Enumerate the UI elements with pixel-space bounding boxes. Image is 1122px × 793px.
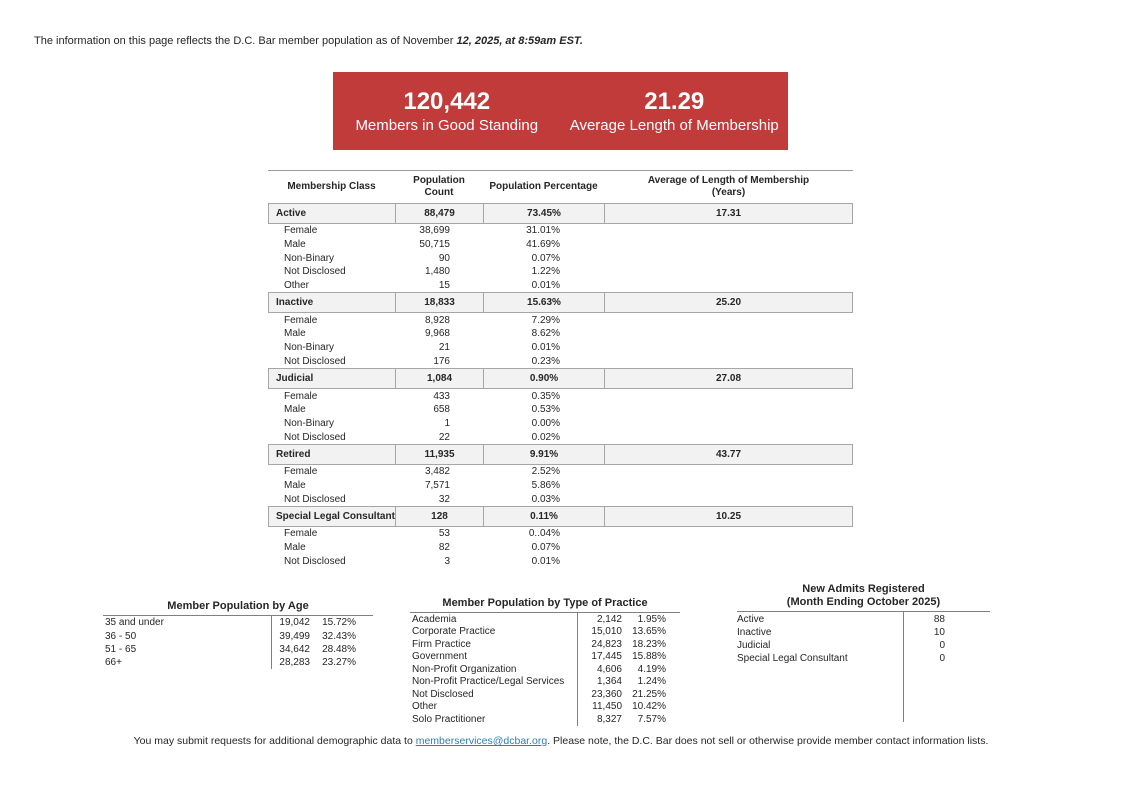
class-pct: 0.90% [483, 369, 604, 388]
class-count: 88,479 [395, 204, 483, 223]
membership-sub-row [268, 554, 853, 568]
row-count: 0 [939, 640, 945, 652]
row-label: Inactive [737, 626, 772, 638]
sub-pct: 0.23% [531, 355, 560, 367]
membership-sub-row [268, 265, 853, 279]
class-count: 18,833 [395, 293, 483, 312]
row-label: Non-Profit Practice/Legal Services [410, 676, 578, 689]
new-admits-table [737, 583, 990, 666]
sub-count: 82 [438, 542, 450, 554]
row-count: 11,450 [592, 701, 622, 713]
sub-pct: 31.01% [526, 225, 560, 237]
class-pct: 15.63% [483, 293, 604, 312]
practice-table-rows [410, 613, 680, 726]
membership-sub-row [268, 313, 853, 327]
row-count: 28,283 [279, 657, 310, 669]
sub-pct: 0.00% [531, 417, 560, 429]
row-pct: 1.95% [637, 613, 666, 625]
sub-count: 1 [444, 417, 450, 429]
sub-count: 32 [438, 493, 450, 505]
sub-label: Non-Binary [284, 417, 335, 429]
membership-sub-row [268, 224, 853, 238]
header-population-count: Population Count [413, 175, 465, 198]
table-row [410, 713, 680, 726]
members-good-standing-stat [333, 86, 561, 135]
membership-table-header [268, 170, 853, 203]
sub-count: 53 [438, 528, 450, 540]
sub-label: Male [284, 404, 306, 416]
sub-pct: 0.01% [531, 342, 560, 354]
membership-sub-row [268, 327, 853, 341]
table-row [410, 701, 680, 714]
class-count: 11,935 [395, 445, 483, 464]
row-count: 23,360 [591, 688, 622, 700]
row-label: Academia [410, 613, 578, 626]
sub-count: 433 [433, 390, 450, 402]
membership-sub-row [268, 238, 853, 252]
row-pct: 4.19% [637, 663, 666, 675]
age-table-title: Member Population by Age [167, 600, 309, 612]
table-row [103, 643, 373, 656]
row-label: 66+ [103, 656, 272, 669]
row-label: Judicial [737, 640, 771, 652]
members-good-standing-label: Members in Good Standing [355, 117, 539, 135]
membership-class-row [268, 368, 853, 389]
row-count: 15,010 [591, 626, 622, 638]
row-count: 19,042 [279, 617, 310, 629]
membership-class-rows [268, 203, 853, 568]
sub-label: Other [284, 280, 310, 292]
table-row [737, 626, 990, 639]
header-membership-class: Membership Class [287, 181, 376, 192]
row-count: 39,499 [279, 630, 310, 642]
practice-table [410, 597, 680, 726]
row-count: 4,606 [596, 663, 622, 675]
table-row [410, 676, 680, 689]
sub-label: Male [284, 479, 306, 491]
table-row [410, 651, 680, 664]
class-avg: 25.20 [604, 293, 852, 312]
sub-pct: 0.35% [531, 390, 560, 402]
sub-pct: 7.29% [531, 314, 560, 326]
new-admits-title: New Admits Registered (Month Ending October 2025) [786, 583, 941, 609]
table-row [410, 663, 680, 676]
membership-class-row [268, 444, 853, 465]
row-count: 1,364 [596, 676, 622, 688]
class-pct: 73.45% [483, 204, 604, 223]
sub-label: Female [284, 528, 318, 540]
row-pct: 10.42% [632, 701, 666, 713]
table-row [410, 688, 680, 701]
footer-prefix: You may submit requests for additional demographic data to [133, 735, 416, 747]
sub-label: Non-Binary [284, 342, 335, 354]
sub-pct: 41.69% [526, 239, 560, 251]
row-count: 24,823 [591, 638, 622, 650]
sub-count: 21 [438, 342, 450, 354]
sub-label: Male [284, 328, 306, 340]
sub-count: 50,715 [419, 239, 450, 251]
sub-count: 15 [438, 280, 450, 292]
page-info-date: 12, 2025, at 8:59am EST. [456, 35, 583, 47]
age-table [103, 600, 373, 669]
row-count: 8,327 [596, 713, 622, 725]
table-row [410, 638, 680, 651]
membership-sub-row [268, 430, 853, 444]
row-count: 10 [933, 626, 945, 638]
membership-sub-row [268, 527, 853, 541]
sub-pct: 0.01% [531, 280, 560, 292]
membership-sub-row [268, 492, 853, 506]
sub-label: Male [284, 239, 306, 251]
row-count: 34,642 [279, 643, 310, 655]
row-pct: 21.25% [632, 688, 666, 700]
membership-sub-row [268, 403, 853, 417]
row-pct: 13.65% [632, 626, 666, 638]
class-name: Retired [276, 448, 311, 460]
row-label: Firm Practice [410, 638, 578, 651]
avg-membership-length-stat [561, 86, 789, 135]
table-row [103, 629, 373, 642]
class-pct: 0.11% [483, 507, 604, 526]
row-label: Active [737, 613, 765, 625]
sub-pct: 0.07% [531, 542, 560, 554]
class-avg: 43.77 [604, 445, 852, 464]
class-avg: 10.25 [604, 507, 852, 526]
sub-pct: 0.02% [531, 431, 560, 443]
table-row [737, 652, 990, 665]
row-count: 0 [939, 653, 945, 665]
row-pct: 28.48% [322, 643, 356, 655]
membership-sub-row [268, 465, 853, 479]
class-name: Inactive [276, 297, 314, 309]
sub-label: Not Disclosed [284, 355, 346, 367]
row-label: Other [410, 701, 578, 714]
membership-sub-row [268, 541, 853, 555]
sub-label: Female [284, 314, 318, 326]
table-row [103, 616, 373, 629]
membership-class-row [268, 292, 853, 313]
sub-label: Male [284, 542, 306, 554]
sub-count: 3,482 [424, 466, 450, 478]
sub-count: 38,699 [419, 225, 450, 237]
sub-label: Female [284, 225, 318, 237]
avg-membership-length-label: Average Length of Membership [569, 117, 779, 135]
sub-count: 90 [438, 252, 450, 264]
membership-class-row [268, 506, 853, 527]
avg-membership-length-value: 21.29 [644, 88, 705, 116]
sub-pct: 0.01% [531, 555, 560, 567]
sub-count: 1,480 [424, 266, 450, 278]
membership-sub-row [268, 479, 853, 493]
class-name: Special Legal Consultant [276, 511, 395, 522]
sub-count: 3 [444, 555, 450, 567]
membership-sub-row [268, 251, 853, 265]
sub-count: 658 [433, 404, 450, 416]
sub-pct: 8.62% [531, 328, 560, 340]
class-avg: 27.08 [604, 369, 852, 388]
row-pct: 7.57% [637, 713, 666, 725]
row-count: 88 [933, 613, 945, 625]
sub-label: Non-Binary [284, 252, 335, 264]
sub-pct: 5.86% [531, 479, 560, 491]
row-label: Non-Profit Organization [410, 663, 578, 676]
sub-pct: 0..04% [528, 528, 560, 540]
membership-sub-row [268, 279, 853, 293]
table-row [410, 613, 680, 626]
table-row [410, 626, 680, 639]
sub-pct: 2.52% [531, 466, 560, 478]
header-average-length: Average of Length of Membership (Years) [647, 175, 810, 198]
row-label: Corporate Practice [410, 626, 578, 639]
row-label: Government [410, 651, 578, 664]
row-pct: 15.72% [322, 617, 356, 629]
row-label: Special Legal Consultant [737, 653, 848, 665]
membership-sub-row [268, 417, 853, 431]
sub-count: 22 [438, 431, 450, 443]
class-count: 1,084 [395, 369, 483, 388]
sub-label: Female [284, 390, 318, 402]
members-good-standing-value: 120,442 [403, 88, 491, 116]
row-pct: 15.88% [632, 651, 666, 663]
sub-label: Not Disclosed [284, 493, 346, 505]
row-label: 36 - 50 [103, 629, 272, 642]
membership-class-row [268, 203, 853, 224]
row-pct: 32.43% [322, 630, 356, 642]
sub-pct: 0.03% [531, 493, 560, 505]
table-row [103, 656, 373, 669]
class-count: 128 [395, 507, 483, 526]
row-pct: 1.24% [637, 676, 666, 688]
sub-count: 7,571 [424, 479, 450, 491]
page-info [34, 35, 583, 47]
row-label: Solo Practitioner [410, 713, 578, 726]
sub-label: Not Disclosed [284, 555, 346, 567]
sub-count: 9,968 [424, 328, 450, 340]
row-pct: 23.27% [322, 657, 356, 669]
membership-sub-row [268, 341, 853, 355]
class-avg: 17.31 [604, 204, 852, 223]
row-label: 51 - 65 [103, 643, 272, 656]
row-count: 2,142 [596, 613, 622, 625]
summary-banner [333, 72, 788, 150]
new-admits-rows [737, 612, 990, 665]
age-table-rows [103, 616, 373, 669]
row-label: Not Disclosed [410, 688, 578, 701]
row-pct: 18.23% [632, 638, 666, 650]
class-name: Active [276, 208, 307, 219]
sub-pct: 1.22% [531, 266, 560, 278]
row-label: 35 and under [103, 616, 272, 629]
sub-label: Female [284, 466, 318, 478]
sub-label: Not Disclosed [284, 266, 346, 278]
member-services-email-link[interactable]: memberservices@dcbar.org [415, 735, 548, 747]
header-population-percentage: Population Percentage [489, 181, 598, 192]
membership-table [268, 170, 853, 568]
sub-count: 8,928 [424, 314, 450, 326]
row-count: 17,445 [591, 651, 622, 663]
sub-pct: 0.07% [531, 252, 560, 264]
table-row [737, 612, 990, 625]
footer-suffix: . Please note, the D.C. Bar does not sell or otherwise provide member contact information lists. [547, 735, 989, 747]
class-name: Judicial [276, 373, 314, 385]
membership-sub-row [268, 389, 853, 403]
table-row [737, 639, 990, 652]
membership-sub-row [268, 355, 853, 369]
sub-label: Not Disclosed [284, 431, 346, 443]
footer-note [0, 735, 1122, 747]
sub-count: 176 [433, 355, 450, 367]
practice-table-title: Member Population by Type of Practice [442, 597, 648, 609]
sub-pct: 0.53% [531, 404, 560, 416]
class-pct: 9.91% [483, 445, 604, 464]
page-info-prefix: The information on this page reflects the D.C. Bar member population as of November [34, 35, 457, 47]
